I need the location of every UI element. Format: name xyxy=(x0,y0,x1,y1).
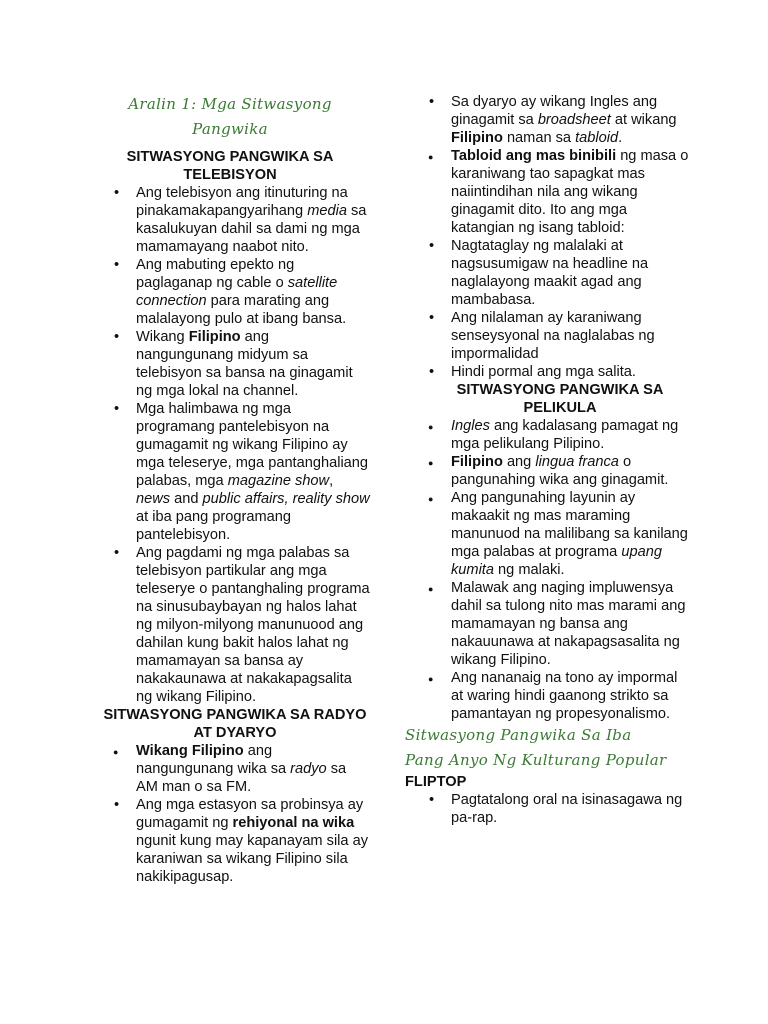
heading-radyo-line1: SITWASYONG PANGWIKA SA RADYO xyxy=(103,707,367,723)
lesson-title-line1: Aralin 1: Mga Sitwasyong xyxy=(128,95,332,113)
heading-pelikula-line2: PELIKULA xyxy=(523,400,597,416)
list-item: • Ang telebisyon ang itinuturing na pinakamakapangyarihang media sa kasalukuyan dahil sa dami ng mga mamamayang naabot nito. xyxy=(90,184,370,256)
heading-telebisyon xyxy=(90,148,370,184)
list-item: • Nagtataglay ng malalaki at nagsusumigaw na headline na naglalayong maakit agad ang mambabasa. xyxy=(405,237,690,309)
list-item: • Pagtatalong oral na isinasagawa ng pa-rap. xyxy=(405,791,690,827)
radyo-list xyxy=(90,742,370,796)
lesson-title-line2: Pangwika xyxy=(192,120,268,138)
list-item: • Ang pagdami ng mga palabas sa telebisyon partikular ang mga teleserye o pantanghaling programa na sinusubaybayan ng halos lahat ng milyon-milyong manunuood ang dahilan kung bakit halos lahat ng mamamayan sa bansa ay nakakaunawa at nakakapagsalita ng wikang Filipino. xyxy=(90,544,370,706)
list-item: • Ang nilalaman ay karaniwang senseysyonal na naglalabas ng impormalidad xyxy=(405,309,690,363)
left-column xyxy=(90,0,370,886)
list-item: ● Ingles ang kadalasang pamagat ng mga pelikulang Pilipino. xyxy=(405,417,690,453)
heading-telebisyon-line2: TELEBISYON xyxy=(183,167,277,183)
heading-pelikula xyxy=(430,381,690,417)
list-item: ● Tabloid ang mas binibili ng masa o karaniwang tao sapagkat mas naiintindihan nila ang wikang ginagamit dito. Ito ang mga katangian ng isang tabloid: xyxy=(405,147,690,237)
list-item: ● Wikang Filipino ang nangungunang wika sa radyo sa AM man o sa FM. xyxy=(90,742,370,796)
heading-telebisyon-line1: SITWASYONG PANGWIKA SA xyxy=(126,149,334,165)
list-item: • Sa dyaryo ay wikang Ingles ang ginagamit sa broadsheet at wikang Filipino naman sa tabloid. xyxy=(405,93,690,147)
heading-pelikula-line1: SITWASYONG PANGWIKA SA xyxy=(456,382,664,398)
list-item: • Wikang Filipino ang nangungunang midyum sa telebisyon sa bansa na ginagamit ng mga lokal na channel. xyxy=(90,328,370,400)
heading-radyo-dyaryo xyxy=(80,706,390,742)
list-item: • Hindi pormal ang mga salita. xyxy=(405,363,690,381)
list-item: • Mga halimbawa ng mga programang pantelebisyon na gumagamit ng wikang Filipino ay mga teleserye, mga pantanghaliang palabas, mga magazine show, news and public affairs, reality show at iba pang programang pantelebisyon. xyxy=(90,400,370,544)
list-item: ● Malawak ang naging impluwensya dahil sa tulong nito mas marami ang mamamayan ng bansa ang nakauunawa at nakapagsasalita ng wikang Filipino. xyxy=(405,579,690,669)
list-item: ● Ang nananaig na tono ay impormal at waring hindi gaanong strikto sa pamantayan ng propesyonalismo. xyxy=(405,669,690,723)
dyaryo-list xyxy=(405,93,690,147)
heading-kulturang-line1: Sitwasyong Pangwika Sa Iba xyxy=(405,726,632,744)
heading-kulturang-popular xyxy=(405,723,690,773)
fliptop-list xyxy=(405,791,690,827)
heading-kulturang-line2: Pang Anyo Ng Kulturang Popular xyxy=(405,751,667,769)
list-item: • Ang mabuting epekto ng paglaganap ng cable o satellite connection para marating ang malalayong pulo at ibang bansa. xyxy=(90,256,370,328)
right-column xyxy=(405,0,690,827)
list-item: • Ang mga estasyon sa probinsya ay gumagamit ng rehiyonal na wika ngunit kung may kapanayam sila ay karaniwan sa wikang Filipino sila nakikipagusap. xyxy=(90,796,370,886)
heading-radyo-line2: AT DYARYO xyxy=(193,725,277,741)
telebisyon-list xyxy=(90,184,370,706)
list-item: ● Ang pangunahing layunin ay makaakit ng mas maraming manunuod na malilibang sa kanilang mga palabas at programa upang kumita ng malaki. xyxy=(405,489,690,579)
pelikula-list xyxy=(405,417,690,723)
dyaryo-list-3 xyxy=(405,237,690,381)
lesson-title xyxy=(90,92,370,142)
radyo-list-2 xyxy=(90,796,370,886)
heading-fliptop: FLIPTOP xyxy=(405,774,467,790)
list-item: ● Filipino ang lingua franca o pangunahing wika ang ginagamit. xyxy=(405,453,690,489)
dyaryo-list-2 xyxy=(405,147,690,237)
